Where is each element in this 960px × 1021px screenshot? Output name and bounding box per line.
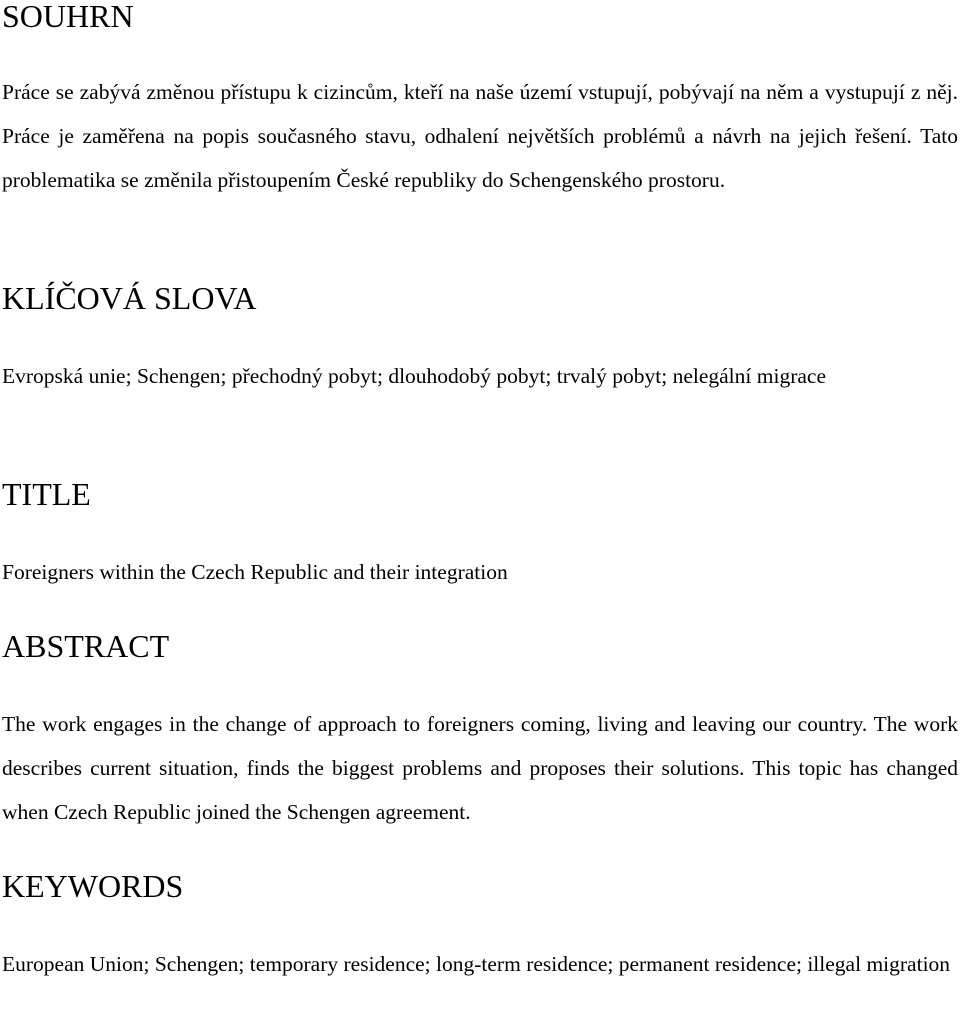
keywords-heading: KEYWORDS	[2, 868, 184, 904]
klicova-slova-paragraph: Evropská unie; Schengen; přechodný pobyt; dlouhodobý pobyt; trvalý pobyt; nelegální migrace	[2, 364, 826, 388]
souhrn-heading: SOUHRN	[2, 0, 134, 34]
souhrn-paragraph: Práce se zabývá změnou přístupu k cizincům, kteří na naše území vstupují, pobývají na něm a vystupují z něj. Práce je zaměřena na popis současného stavu, odhalení největších problémů a návrh na jejich řešení. Tato problematika se změnila přistoupením České republiky do Schengenského prostoru.	[2, 80, 958, 192]
keywords-paragraph: European Union; Schengen; temporary residence; long-term residence; permanent residence; illegal migration	[2, 952, 951, 976]
klicova-slova-heading: KLÍČOVÁ SLOVA	[2, 280, 257, 316]
title-paragraph: Foreigners within the Czech Republic and their integration	[2, 560, 508, 584]
abstract-heading: ABSTRACT	[2, 628, 170, 664]
abstract-paragraph: The work engages in the change of approach to foreigners coming, living and leaving our country. The work describes current situation, finds the biggest problems and proposes their solutions. This topic has changed when Czech Republic joined the Schengen agreement.	[2, 712, 958, 824]
title-heading: TITLE	[2, 476, 91, 512]
